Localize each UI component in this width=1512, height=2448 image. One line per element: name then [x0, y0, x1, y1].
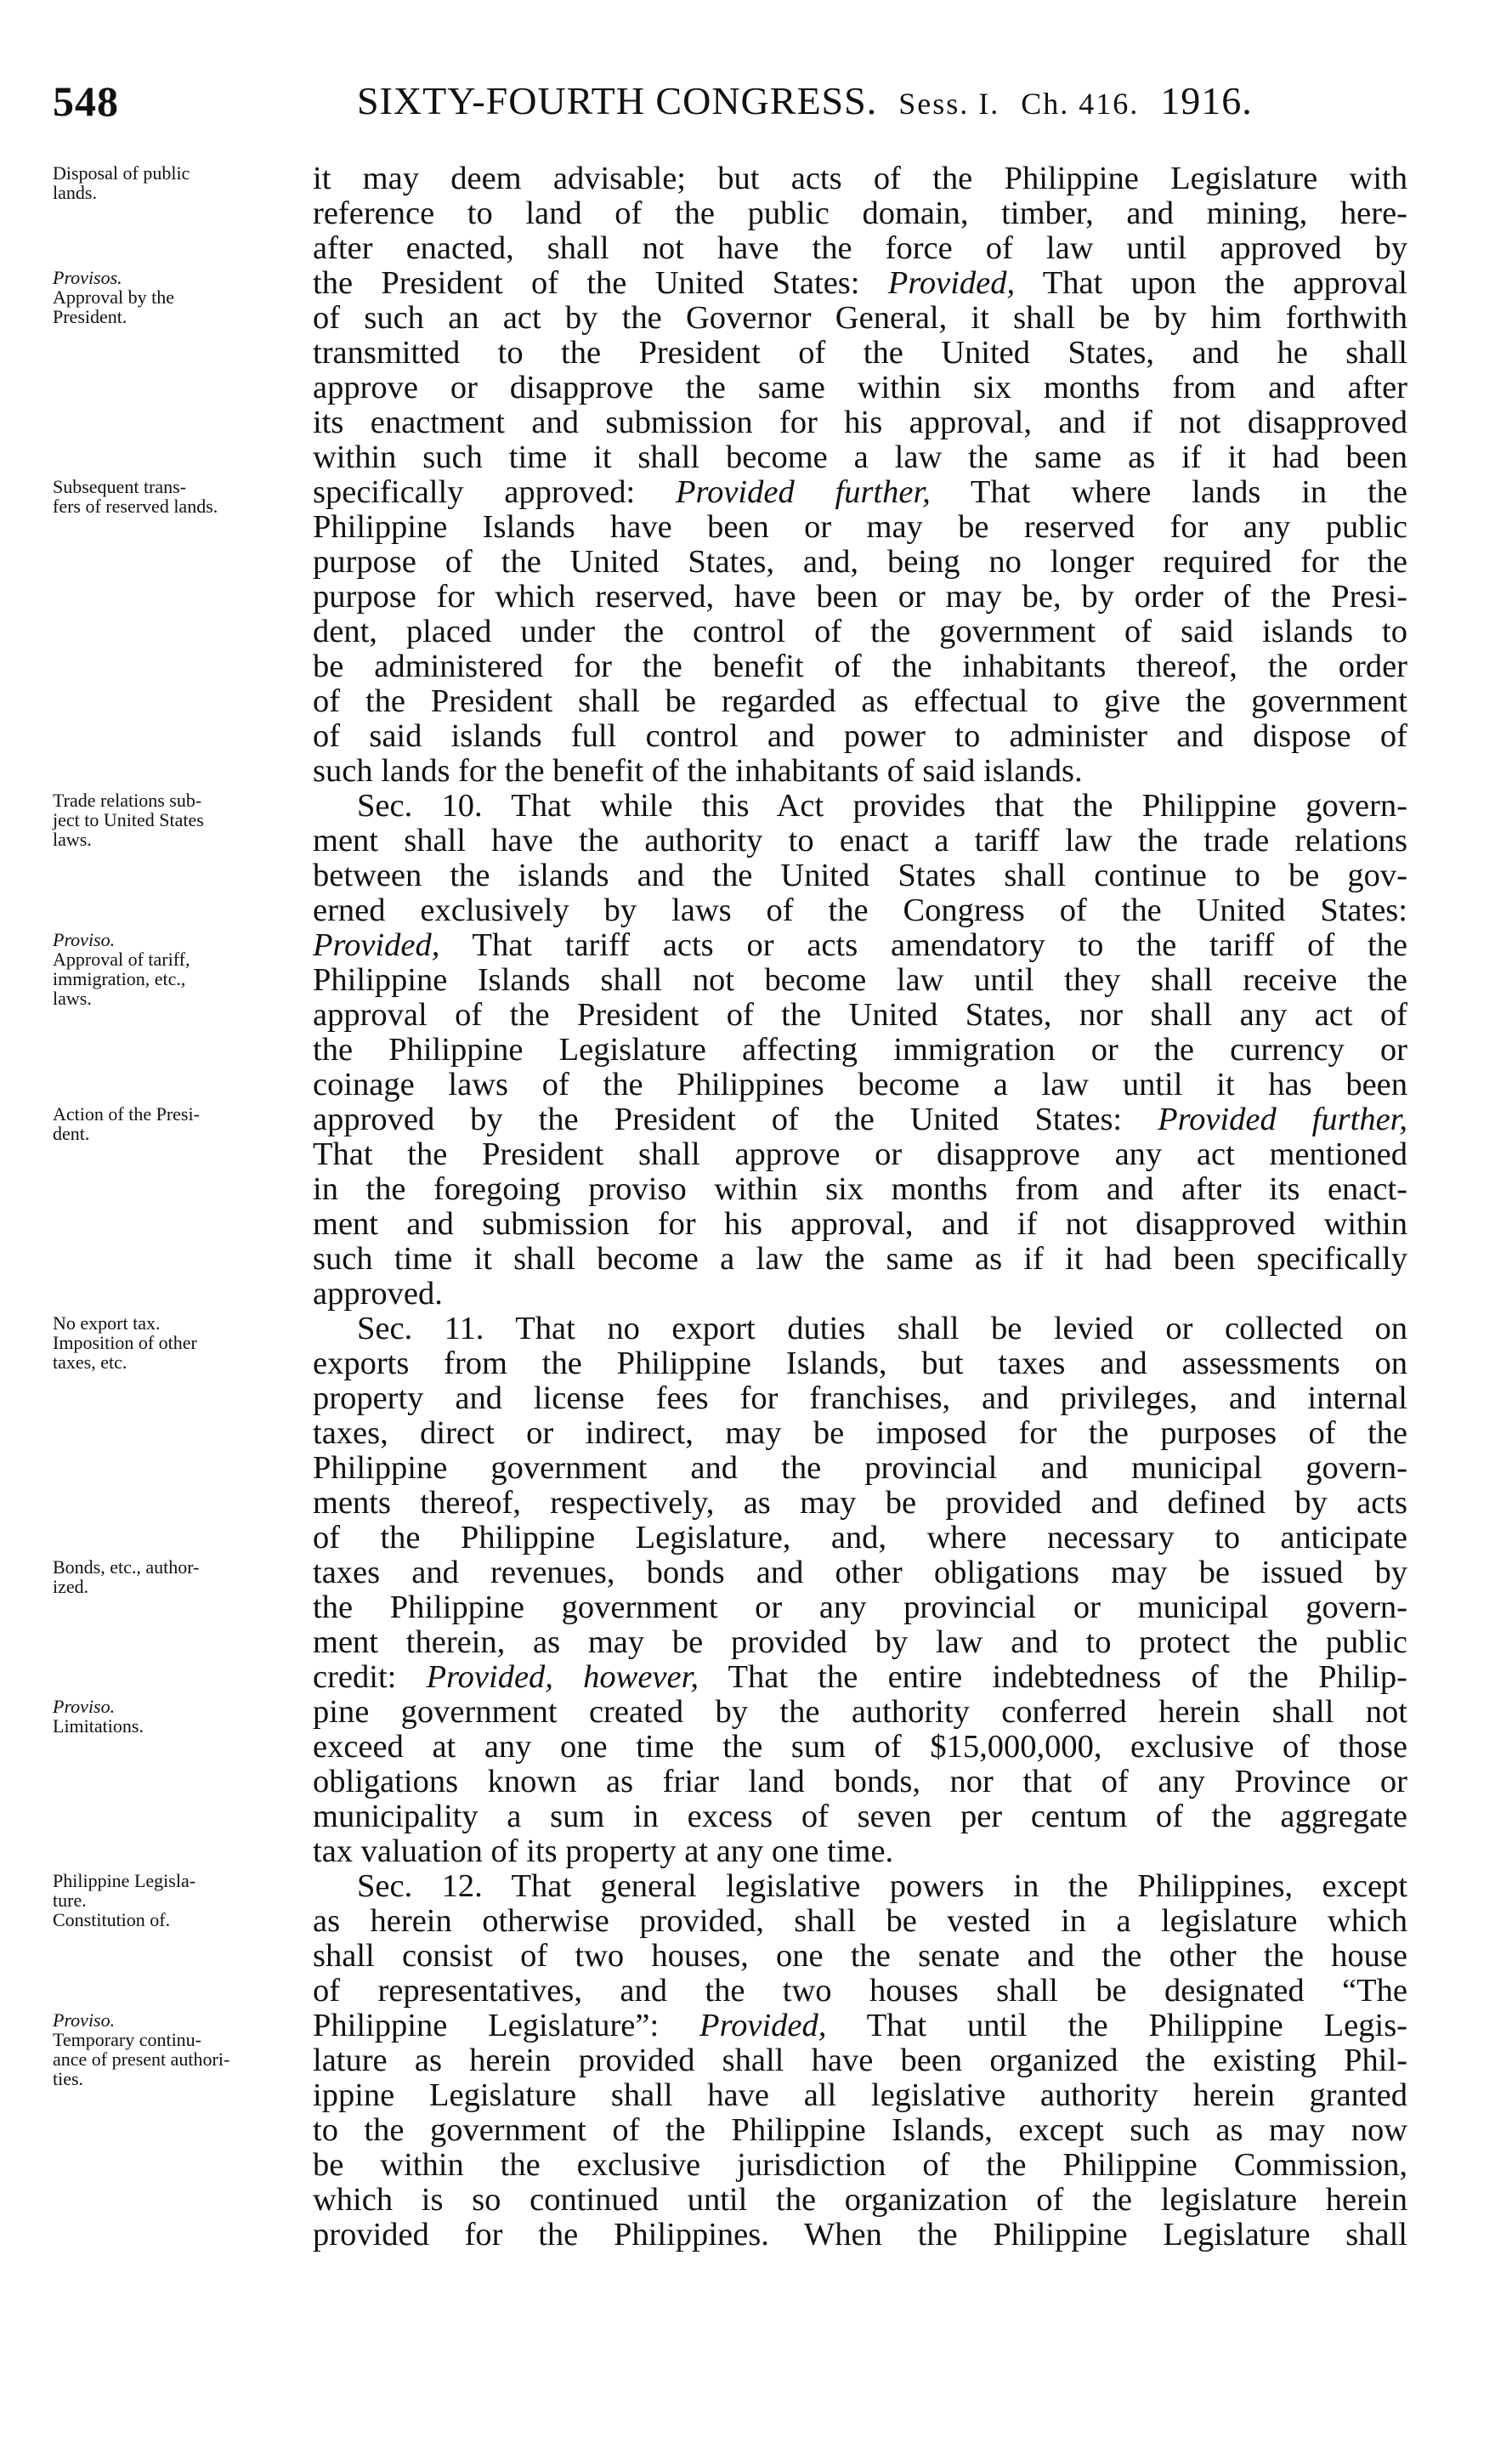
margin-note-line: Approval of tariff, [53, 949, 190, 970]
margin-note-line: President. [53, 306, 127, 327]
margin-note-line: dent. [53, 1123, 90, 1144]
margin-note-line: ance of present authori- [53, 2048, 230, 2070]
text-line: obligations known as friar land bonds, nor that of any Province or [313, 1764, 1407, 1799]
text-line: Provided, That tariff acts or acts amendatory to the tariff of the [313, 927, 1407, 963]
text-line: Sec. 11. That no export duties shall be levied or collected on [357, 1311, 1407, 1346]
text-line: transmitted to the President of the United States, and he shall [313, 335, 1407, 371]
margin-note [53, 1871, 308, 1930]
margin-note-line: Proviso. [53, 929, 116, 950]
text-line: lature as herein provided shall have been organized the existing Phil- [313, 2043, 1407, 2078]
text-line: shall consist of two houses, one the senate and the other the house [313, 1938, 1407, 1974]
text-line: the Philippine Legislature affecting immigration or the currency or [313, 1032, 1407, 1068]
text-line: municipality a sum in excess of seven per centum of the aggregate [313, 1799, 1407, 1834]
text-line: Philippine Legislature”: Provided, That until the Philippine Legis- [313, 2008, 1407, 2043]
text-line: such lands for the benefit of the inhabitants of said islands. [313, 753, 1083, 789]
text-line: purpose for which reserved, have been or may be, by order of the Presi- [313, 579, 1407, 615]
text-line: reference to land of the public domain, timber, and mining, here- [313, 196, 1407, 231]
margin-note-line: ture. [53, 1890, 87, 1911]
margin-note-line: laws. [53, 829, 92, 850]
margin-note-line: Approval by the [53, 286, 174, 308]
margin-note-line: ject to United States [53, 809, 204, 830]
text-line: taxes, direct or indirect, may be imposed for the purposes of the [313, 1415, 1407, 1451]
margin-note-line: Proviso. [53, 2009, 116, 2031]
margin-note-line: No export tax. [53, 1312, 161, 1334]
margin-note-line: laws. [53, 988, 92, 1009]
text-line: ments thereof, respectively, as may be provided and defined by acts [313, 1485, 1407, 1521]
text-line: as herein otherwise provided, shall be vested in a legislature which [313, 1903, 1407, 1939]
text-line: which is so continued until the organization of the legislature herein [313, 2182, 1407, 2218]
margin-note-line: Provisos. [53, 267, 122, 288]
text-line: approved by the President of the United States: Provided further, [313, 1102, 1407, 1137]
text-line: the President of the United States: Provided, That upon the approval [313, 265, 1407, 301]
text-line: of the Philippine Legislature, and, where necessary to anticipate [313, 1520, 1407, 1556]
text-line: coinage laws of the Philippines become a law until it has been [313, 1067, 1407, 1102]
text-line: Philippine Islands have been or may be reserved for any public [313, 509, 1407, 545]
text-line: approved. [313, 1276, 443, 1312]
text-line: dent, placed under the control of the government of said islands to [313, 614, 1407, 649]
margin-note-line: Constitution of. [53, 1909, 171, 1930]
text-line: That the President shall approve or disapprove any act mentioned [313, 1136, 1407, 1172]
text-line: to the government of the Philippine Islands, except such as may now [313, 2112, 1407, 2148]
margin-note-line: ties. [53, 2068, 84, 2089]
margin-note-line: Bonds, etc., author- [53, 1556, 200, 1578]
text-line: approve or disapprove the same within six months from and after [313, 370, 1407, 405]
running-head-title: SIXTY-FOURTH CONGRESS. [357, 79, 878, 122]
running-head-session: Sess. I. [898, 87, 1000, 121]
text-line: taxes and revenues, bonds and other obligations may be issued by [313, 1555, 1407, 1590]
text-line: ment and submission for his approval, and if not disapproved within [313, 1206, 1407, 1242]
text-line: of representatives, and the two houses shall be designated “The [313, 1973, 1407, 2009]
text-line: it may deem advisable; but acts of the Philippine Legislature with [313, 161, 1407, 196]
margin-note [53, 163, 308, 202]
margin-note-line: Proviso. [53, 1696, 116, 1717]
text-line: ippine Legislature shall have all legislative authority herein granted [313, 2077, 1407, 2113]
margin-note [53, 1104, 308, 1143]
margin-note [53, 790, 308, 849]
text-line: between the islands and the United States shall continue to be gov- [313, 858, 1407, 893]
running-head-chapter: Ch. 416. [1021, 87, 1140, 121]
text-line: of said islands full control and power to administer and dispose of [313, 718, 1407, 754]
margin-note-line: Temporary continu- [53, 2029, 202, 2050]
text-line: approval of the President of the United States, nor shall any act of [313, 997, 1407, 1033]
margin-note-line: fers of reserved lands. [53, 496, 218, 517]
text-line: Sec. 10. That while this Act provides that the Philippine govern- [357, 788, 1407, 824]
running-head-year: 1916. [1160, 79, 1253, 122]
text-line: purpose of the United States, and, being no longer required for the [313, 544, 1407, 580]
text-line: in the foregoing proviso within six months from and after its enact- [313, 1171, 1407, 1207]
text-line: erned exclusively by laws of the Congress of the United States: [313, 892, 1407, 928]
margin-note [53, 1697, 308, 1736]
text-line: ment shall have the authority to enact a tariff law the trade relations [313, 823, 1407, 858]
text-line: exports from the Philippine Islands, but taxes and assessments on [313, 1346, 1407, 1381]
margin-note-line: Disposal of public [53, 162, 190, 184]
text-line: exceed at any one time the sum of $15,000,000, exclusive of those [313, 1729, 1407, 1765]
text-line: of the President shall be regarded as effectual to give the government [313, 683, 1407, 719]
margin-note-line: Limitations. [53, 1715, 144, 1737]
margin-note-line: immigration, etc., [53, 968, 186, 989]
margin-note-line: Philippine Legisla- [53, 1870, 196, 1891]
text-line: be within the exclusive jurisdiction of the Philippine Commission, [313, 2147, 1407, 2183]
text-line: pine government created by the authority conferred herein shall not [313, 1694, 1407, 1730]
margin-note [53, 268, 308, 326]
margin-note-line: ized. [53, 1576, 89, 1597]
margin-note [53, 1313, 308, 1372]
text-line: Philippine Islands shall not become law until they shall receive the [313, 962, 1407, 998]
text-line: of such an act by the Governor General, it shall be by him forthwith [313, 300, 1407, 336]
margin-note [53, 477, 308, 516]
margin-note [53, 2010, 308, 2088]
text-line: Philippine government and the provincial and municipal govern- [313, 1450, 1407, 1486]
margin-note-line: Action of the Presi- [53, 1103, 200, 1125]
text-line: specifically approved: Provided further, That where lands in the [313, 474, 1408, 510]
margin-note-line: Subsequent trans- [53, 476, 187, 497]
text-line: the Philippine government or any provincial or municipal govern- [313, 1590, 1407, 1625]
margin-note [53, 930, 308, 1008]
margin-note [53, 1557, 308, 1596]
text-line: its enactment and submission for his approval, and if not disapproved [313, 405, 1407, 440]
text-line: credit: Provided, however, That the entire indebtedness of the Philip- [313, 1659, 1407, 1695]
margin-note-line: taxes, etc. [53, 1352, 127, 1373]
text-line: ment therein, as may be provided by law and to protect the public [313, 1624, 1407, 1660]
text-line: be administered for the benefit of the inhabitants thereof, the order [313, 649, 1407, 684]
statute-text [313, 162, 1407, 2252]
text-line: property and license fees for franchises, and privileges, and internal [313, 1380, 1407, 1416]
margin-note-line: Imposition of other [53, 1332, 197, 1353]
text-line: tax valuation of its property at any one time. [313, 1833, 894, 1869]
margin-note-line: Trade relations sub- [53, 790, 202, 811]
margin-note-line: lands. [53, 182, 97, 203]
text-line: after enacted, shall not have the force of law until approved by [313, 230, 1407, 266]
running-head [357, 78, 1253, 123]
text-line: such time it shall become a law the same as if it had been specifically [313, 1241, 1407, 1277]
page-number: 548 [53, 77, 119, 125]
text-line: Sec. 12. That general legislative powers in the Philippines, except [357, 1868, 1407, 1904]
text-line: provided for the Philippines. When the Philippine Legislature shall [313, 2217, 1407, 2252]
text-line: within such time it shall become a law the same as if it had been [313, 439, 1407, 475]
